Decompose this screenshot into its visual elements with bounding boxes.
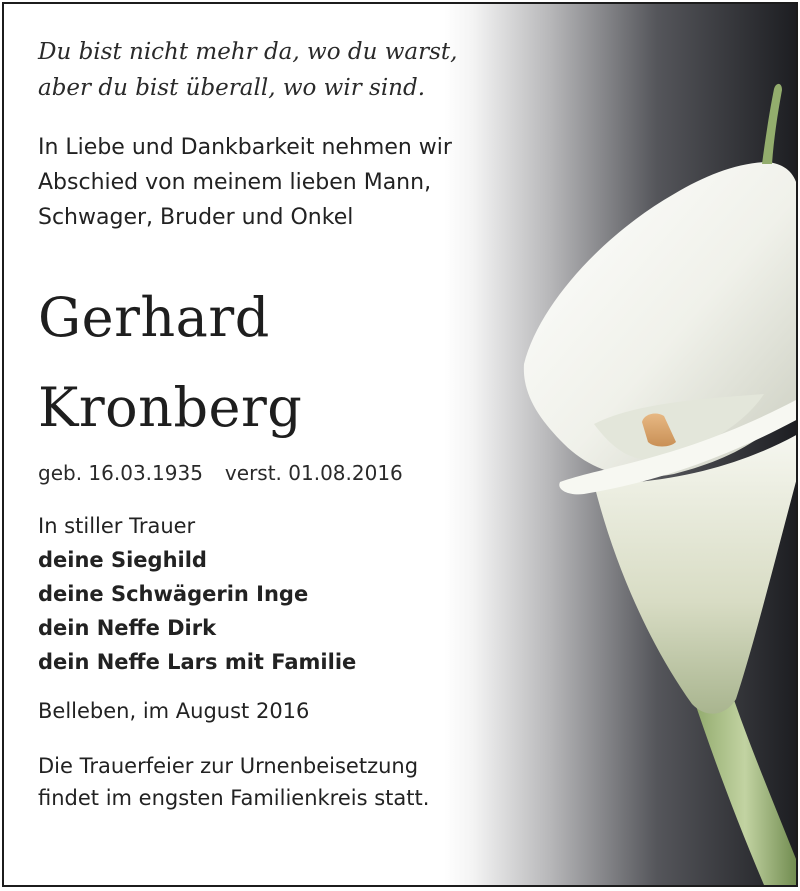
- intro-line: Abschied von meinem lieben Mann,: [38, 170, 432, 195]
- birth-date: geb. 16.03.1935: [38, 461, 203, 485]
- motto: [38, 34, 498, 106]
- notice-line: Die Trauerfeier zur Urnenbeisetzung: [38, 754, 419, 778]
- obituary-text: [38, 34, 498, 814]
- intro-line: Schwager, Bruder und Onkel: [38, 205, 354, 230]
- funeral-notice: [38, 750, 498, 814]
- mourner-name: deine Schwägerin Inge: [38, 582, 309, 606]
- intro-text: [38, 130, 498, 235]
- deceased-name: [38, 273, 498, 453]
- mourners: [38, 509, 498, 679]
- life-dates: [38, 459, 498, 487]
- place-date: [38, 696, 498, 726]
- intro-line: In Liebe und Dankbarkeit nehmen wir: [38, 135, 452, 160]
- last-name: Kronberg: [38, 376, 303, 439]
- obituary-card: [2, 2, 798, 887]
- mourner-name: dein Neffe Lars mit Familie: [38, 650, 357, 674]
- motto-line: aber du bist überall, wo wir sind.: [38, 75, 426, 101]
- first-name: Gerhard: [38, 286, 270, 349]
- death-date: verst. 01.08.2016: [224, 461, 403, 485]
- motto-line: Du bist nicht mehr da, wo du warst,: [38, 39, 458, 65]
- place-date-text: Belleben, im August 2016: [38, 699, 310, 723]
- mourners-heading: In stiller Trauer: [38, 514, 196, 538]
- notice-line: findet im engsten Familienkreis statt.: [38, 786, 430, 810]
- mourner-name: dein Neffe Dirk: [38, 616, 217, 640]
- mourner-name: deine Sieghild: [38, 548, 207, 572]
